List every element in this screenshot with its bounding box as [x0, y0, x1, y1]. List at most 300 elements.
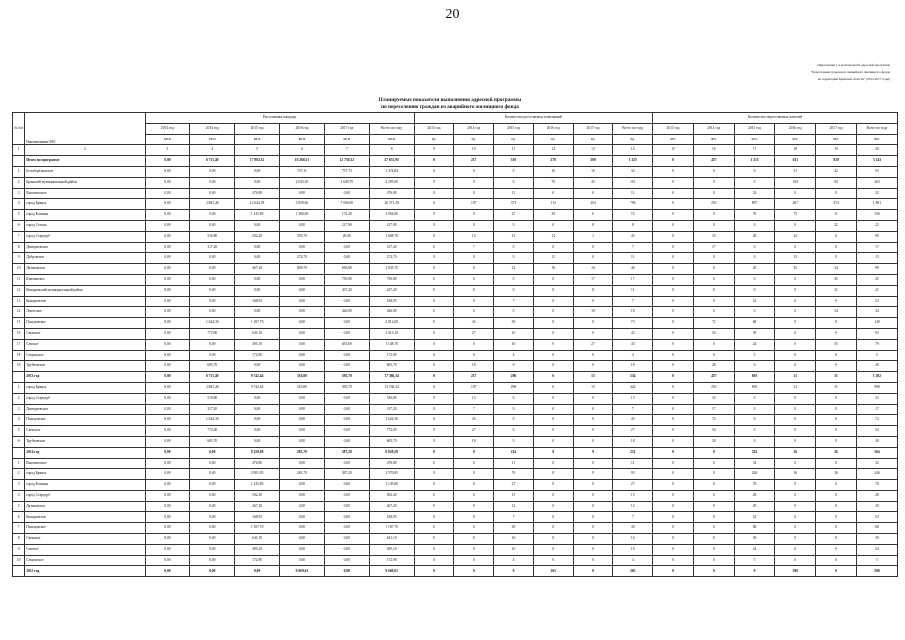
value-cell: 595,70: [280, 231, 325, 242]
value-cell: 72: [856, 415, 897, 426]
value-cell: 0: [414, 458, 454, 469]
value-cell: 1: [573, 231, 613, 242]
value-cell: 0,00: [145, 534, 190, 545]
value-cell: 0: [414, 318, 454, 329]
value-cell: 33: [693, 231, 734, 242]
municipality-name: Сещинское: [25, 350, 145, 361]
value-cell: 0: [414, 166, 454, 177]
value-cell: 0: [454, 512, 494, 523]
row-number: 13: [13, 296, 25, 307]
header-unit-cell: ед.: [414, 134, 454, 145]
value-cell: 0,00: [235, 566, 280, 577]
row-number: 3: [13, 404, 25, 415]
value-cell: 29: [856, 501, 897, 512]
value-cell: 26: [816, 447, 857, 458]
value-cell: 9 669,61: [280, 566, 325, 577]
value-cell: 0,00: [190, 534, 235, 545]
value-cell: 0: [573, 415, 613, 426]
row-number: [13, 566, 25, 577]
value-cell: 20,00: [324, 231, 369, 242]
value-cell: 387,20: [324, 469, 369, 480]
value-cell: 457: [693, 372, 734, 383]
value-cell: 0: [653, 318, 694, 329]
value-cell: 6 711,40: [190, 372, 235, 383]
value-cell: 281,70: [280, 469, 325, 480]
value-cell: 0,00: [280, 436, 325, 447]
row-number: 4: [13, 199, 25, 210]
value-cell: 0,00: [145, 469, 190, 480]
value-cell: 214: [494, 447, 534, 458]
value-cell: 317,20: [369, 242, 414, 253]
value-cell: 0,00: [145, 285, 190, 296]
header-num: № п/п: [13, 113, 25, 145]
value-cell: 0: [454, 220, 494, 231]
value-cell: 8: [573, 220, 613, 231]
row-number: 5: [13, 210, 25, 221]
value-cell: 27: [613, 426, 653, 437]
value-cell: 169: [775, 177, 816, 188]
value-cell: 0: [653, 372, 694, 383]
value-cell: 11: [613, 458, 653, 469]
value-cell: 0: [693, 458, 734, 469]
value-cell: 0,00: [324, 523, 369, 534]
row-number: 1: [13, 458, 25, 469]
value-cell: 21: [816, 285, 857, 296]
municipality-name: город Стародуб: [25, 490, 145, 501]
municipality-name: Выгоничское: [25, 188, 145, 199]
value-cell: 0: [775, 350, 816, 361]
header-column-number: 16: [693, 145, 734, 156]
municipality-name: Свенское: [25, 426, 145, 437]
value-cell: 0,00: [145, 177, 190, 188]
header-year-cell: 2013 год: [145, 123, 190, 134]
value-cell: 1 891: [856, 199, 897, 210]
value-cell: 12: [533, 231, 573, 242]
value-cell: 9: [573, 447, 613, 458]
value-cell: 29: [734, 264, 775, 275]
value-cell: 0: [693, 188, 734, 199]
header-year-cell: Всего по году: [856, 123, 897, 134]
value-cell: 693: [734, 372, 775, 383]
value-cell: 317,20: [190, 242, 235, 253]
table-row: [13, 393, 898, 404]
value-cell: 0: [693, 264, 734, 275]
value-cell: 0,00: [145, 274, 190, 285]
row-number: [13, 447, 25, 458]
value-cell: 72: [693, 415, 734, 426]
value-cell: 79: [856, 339, 897, 350]
value-cell: 0,00: [280, 220, 325, 231]
table-row: [13, 382, 898, 393]
value-cell: 0: [414, 372, 454, 383]
table-row: [13, 242, 898, 253]
value-cell: 0,00: [235, 220, 280, 231]
value-cell: 0,00: [324, 426, 369, 437]
value-cell: 0: [454, 339, 494, 350]
value-cell: 15: [494, 231, 534, 242]
header-column-number: 19: [816, 145, 857, 156]
value-cell: 0: [414, 231, 454, 242]
value-cell: 0: [533, 188, 573, 199]
value-cell: 0: [414, 555, 454, 566]
value-cell: 0: [494, 285, 534, 296]
value-cell: 0: [653, 382, 694, 393]
value-cell: 12 750,32: [324, 156, 369, 167]
value-cell: 309: [573, 156, 613, 167]
row-number: 7: [13, 231, 25, 242]
header-row-column-numbers: [13, 145, 898, 156]
value-cell: 0: [573, 523, 613, 534]
value-cell: 0: [454, 555, 494, 566]
row-number: 11: [13, 274, 25, 285]
value-cell: 6 711,40: [190, 156, 235, 167]
value-cell: 0,00: [190, 177, 235, 188]
value-cell: 68: [734, 318, 775, 329]
value-cell: 6: [573, 210, 613, 221]
value-cell: 0: [653, 220, 694, 231]
value-cell: 0,00: [280, 361, 325, 372]
value-cell: 0: [414, 415, 454, 426]
value-cell: 0,00: [280, 339, 325, 350]
municipality-name: Свенское: [25, 534, 145, 545]
value-cell: 0: [494, 566, 534, 577]
header-year-cell: 2017 год: [324, 123, 369, 134]
value-cell: 1 145,80: [369, 480, 414, 491]
value-cell: 596: [856, 566, 897, 577]
indicators-table: [12, 112, 898, 577]
value-cell: 217,90: [324, 220, 369, 231]
value-cell: 0: [734, 436, 775, 447]
value-cell: 18: [613, 307, 653, 318]
value-cell: 0: [573, 555, 613, 566]
value-cell: 9 742,44: [235, 372, 280, 383]
value-cell: 11: [613, 285, 653, 296]
header-year-cell: 2016 год: [775, 123, 816, 134]
value-cell: 0: [533, 490, 573, 501]
value-cell: 29: [734, 501, 775, 512]
value-cell: 32: [734, 188, 775, 199]
value-cell: 0: [533, 480, 573, 491]
header-year-cell: 2015 год: [734, 123, 775, 134]
value-cell: 8: [533, 469, 573, 480]
value-cell: 0: [775, 404, 816, 415]
value-cell: 426,00: [369, 307, 414, 318]
row-number: 1: [13, 382, 25, 393]
value-cell: 0: [693, 469, 734, 480]
value-cell: 0,00: [280, 544, 325, 555]
municipality-name: город Стародуб: [25, 393, 145, 404]
value-cell: 17: [613, 274, 653, 285]
row-number: 5: [13, 501, 25, 512]
value-cell: 0: [454, 307, 494, 318]
value-cell: 0: [693, 523, 734, 534]
value-cell: 0: [653, 296, 694, 307]
value-cell: 0: [816, 415, 857, 426]
value-cell: 70: [734, 210, 775, 221]
value-cell: 0: [414, 188, 454, 199]
value-cell: 0,00: [190, 339, 235, 350]
value-cell: 0: [734, 220, 775, 231]
municipality-name: Комаричское: [25, 512, 145, 523]
value-cell: 1 624,30: [190, 415, 235, 426]
value-cell: 3 570,85: [369, 469, 414, 480]
value-cell: 21: [775, 372, 816, 383]
value-cell: 265: [613, 566, 653, 577]
header-column-number: 1: [13, 145, 25, 156]
value-cell: 0: [775, 393, 816, 404]
value-cell: 0: [653, 426, 694, 437]
value-cell: 6: [533, 372, 573, 383]
value-cell: 0: [653, 210, 694, 221]
value-cell: 0,00: [145, 566, 190, 577]
value-cell: 474: [816, 199, 857, 210]
value-cell: 24: [734, 544, 775, 555]
value-cell: 0: [734, 307, 775, 318]
table-body: [13, 156, 898, 577]
table-row: [13, 166, 898, 177]
value-cell: 0: [653, 512, 694, 523]
value-cell: 0,00: [280, 458, 325, 469]
value-cell: 0: [454, 501, 494, 512]
value-cell: 0,00: [145, 480, 190, 491]
header-unit-cell: кв.м: [235, 134, 280, 145]
header-unit-cell: ед.: [454, 134, 494, 145]
header-year-cell: 2014 год: [454, 123, 494, 134]
value-cell: 54: [693, 426, 734, 437]
value-cell: 11: [613, 188, 653, 199]
value-cell: 0: [653, 264, 694, 275]
value-cell: 24: [734, 339, 775, 350]
value-cell: 0,00: [324, 458, 369, 469]
value-cell: 13: [775, 253, 816, 264]
value-cell: 0,00: [324, 350, 369, 361]
value-cell: 0: [414, 447, 454, 458]
value-cell: 34: [856, 307, 897, 318]
value-cell: 0: [573, 534, 613, 545]
value-cell: 267: [775, 199, 816, 210]
value-cell: 217,90: [369, 220, 414, 231]
value-cell: 28: [734, 490, 775, 501]
value-cell: 0,00: [280, 555, 325, 566]
value-cell: 9 669,61: [369, 566, 414, 577]
value-cell: 0: [693, 177, 734, 188]
value-cell: 0,00: [190, 220, 235, 231]
value-cell: 641,10: [369, 534, 414, 545]
value-cell: 0: [816, 555, 857, 566]
value-cell: 0,00: [145, 296, 190, 307]
value-cell: 0: [414, 210, 454, 221]
municipality-name: Локотское: [25, 307, 145, 318]
value-cell: 0,00: [235, 253, 280, 264]
value-cell: 0: [775, 188, 816, 199]
value-cell: 0,00: [145, 555, 190, 566]
value-cell: 0,00: [145, 436, 190, 447]
value-cell: 0,00: [280, 318, 325, 329]
row-number: 3: [13, 188, 25, 199]
value-cell: 0: [775, 328, 816, 339]
value-cell: 43: [613, 415, 653, 426]
value-cell: 17: [693, 242, 734, 253]
municipality-name: Пальцовское: [25, 523, 145, 534]
value-cell: 45: [573, 177, 613, 188]
header-name: Наименование МО: [25, 113, 145, 145]
value-cell: 0,00: [324, 490, 369, 501]
value-cell: 18: [454, 436, 494, 447]
value-cell: 0,00: [235, 426, 280, 437]
row-number: 3: [13, 480, 25, 491]
value-cell: 68: [734, 523, 775, 534]
value-cell: 0,00: [145, 512, 190, 523]
value-cell: 0: [414, 361, 454, 372]
value-cell: 23: [775, 231, 816, 242]
value-cell: 0,00: [280, 296, 325, 307]
header-column-number: 20: [856, 145, 897, 156]
value-cell: 0: [414, 156, 454, 167]
value-cell: 0,00: [280, 188, 325, 199]
value-cell: 33: [693, 393, 734, 404]
value-cell: 0: [693, 210, 734, 221]
value-cell: 70: [734, 480, 775, 491]
value-cell: 510: [494, 156, 534, 167]
document-title: [250, 97, 650, 111]
value-cell: 27: [454, 328, 494, 339]
value-cell: 204: [734, 469, 775, 480]
row-number: 18: [13, 350, 25, 361]
value-cell: 0: [494, 426, 534, 437]
value-cell: 0: [693, 480, 734, 491]
value-cell: 0: [693, 544, 734, 555]
row-number: 6: [13, 220, 25, 231]
document-title-line1: Планируемые показатели выполнения адресной программы: [378, 97, 522, 103]
row-number: 4: [13, 415, 25, 426]
value-cell: 0,00: [190, 544, 235, 555]
value-cell: 0,00: [235, 307, 280, 318]
value-cell: 24: [856, 544, 897, 555]
value-cell: 0: [734, 361, 775, 372]
value-cell: 0: [734, 566, 775, 577]
value-cell: 0: [653, 285, 694, 296]
value-cell: 0: [454, 480, 494, 491]
value-cell: 0: [653, 544, 694, 555]
header-row-years: [13, 123, 898, 134]
value-cell: 172,20: [324, 210, 369, 221]
value-cell: 0,00: [324, 361, 369, 372]
value-cell: 0: [693, 555, 734, 566]
value-cell: 0: [454, 350, 494, 361]
value-cell: 0: [775, 242, 816, 253]
value-cell: 0: [573, 393, 613, 404]
header-year-cell: 2013 год: [653, 123, 694, 134]
value-cell: 12 644,39: [235, 199, 280, 210]
table-row: [13, 231, 898, 242]
value-cell: 0: [414, 469, 454, 480]
value-cell: 73: [613, 318, 653, 329]
value-cell: 0,00: [190, 490, 235, 501]
value-cell: 115: [613, 177, 653, 188]
value-cell: 1 935,70: [369, 264, 414, 275]
value-cell: 15: [573, 372, 613, 383]
value-cell: 0,00: [190, 166, 235, 177]
value-cell: 107: [454, 382, 494, 393]
table-row: [13, 523, 898, 534]
municipality-name: Дмитриевское: [25, 404, 145, 415]
value-cell: 0: [414, 480, 454, 491]
value-cell: 0: [494, 166, 534, 177]
value-cell: 0: [573, 544, 613, 555]
header-unit-cell: чел.: [693, 134, 734, 145]
value-cell: 263: [856, 177, 897, 188]
value-cell: 0: [414, 512, 454, 523]
value-cell: 0,00: [280, 404, 325, 415]
value-cell: 217: [454, 372, 494, 383]
value-cell: 772,00: [190, 426, 235, 437]
value-cell: 0,00: [280, 242, 325, 253]
value-cell: 0: [816, 523, 857, 534]
value-cell: 0: [653, 199, 694, 210]
value-cell: 467,20: [369, 501, 414, 512]
value-cell: 750,80: [369, 274, 414, 285]
value-cell: 140: [856, 318, 897, 329]
row-number: 15: [13, 318, 25, 329]
value-cell: 0,00: [324, 328, 369, 339]
value-cell: 54: [856, 426, 897, 437]
table-row: [13, 480, 898, 491]
value-cell: 1 474,84: [369, 166, 414, 177]
value-cell: 18: [573, 307, 613, 318]
municipality-name: город Брянск: [25, 382, 145, 393]
value-cell: 16: [613, 544, 653, 555]
row-number: 2: [13, 393, 25, 404]
value-cell: 0: [533, 339, 573, 350]
value-cell: 11: [573, 285, 613, 296]
value-cell: 0: [734, 285, 775, 296]
value-cell: 2 881,46: [190, 199, 235, 210]
value-cell: 0,00: [145, 490, 190, 501]
value-cell: 0: [454, 469, 494, 480]
value-cell: 39: [856, 534, 897, 545]
value-cell: 0: [454, 447, 494, 458]
municipality-name: Дмитриевское: [25, 242, 145, 253]
value-cell: 0: [573, 318, 613, 329]
municipality-name: Комаричский муниципальный район: [25, 285, 145, 296]
value-cell: 0: [653, 231, 694, 242]
value-cell: 0,00: [280, 285, 325, 296]
value-cell: 70: [856, 480, 897, 491]
value-cell: 296: [494, 372, 534, 383]
value-cell: 0: [494, 242, 534, 253]
value-cell: 1 187,70: [235, 523, 280, 534]
value-cell: 8 828,58: [369, 447, 414, 458]
value-cell: 7: [494, 296, 534, 307]
value-cell: 502,20: [235, 490, 280, 501]
value-cell: 1 148,70: [369, 339, 414, 350]
value-cell: 476,80: [235, 188, 280, 199]
value-cell: 0: [494, 415, 534, 426]
row-number: 6: [13, 512, 25, 523]
value-cell: 18: [454, 361, 494, 372]
table-row: [13, 566, 898, 577]
value-cell: 0: [414, 253, 454, 264]
value-cell: 32: [613, 166, 653, 177]
row-number: 19: [13, 361, 25, 372]
value-cell: 633: [775, 156, 816, 167]
header-column-number: 17: [734, 145, 775, 156]
value-cell: 98: [856, 264, 897, 275]
value-cell: 0,00: [190, 555, 235, 566]
value-cell: 0: [573, 426, 613, 437]
value-cell: 0: [693, 285, 734, 296]
value-cell: 28: [734, 231, 775, 242]
